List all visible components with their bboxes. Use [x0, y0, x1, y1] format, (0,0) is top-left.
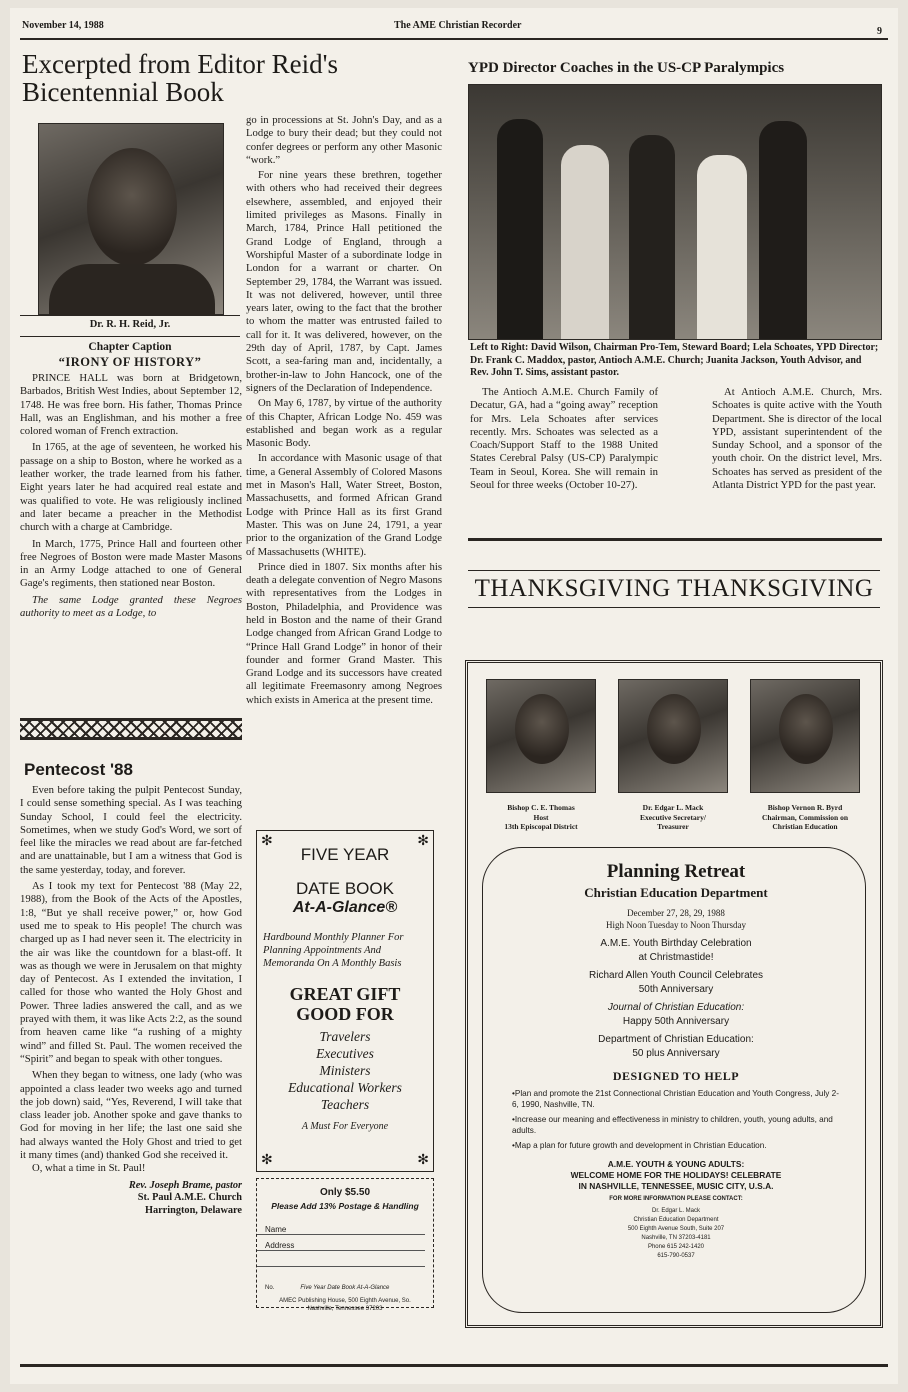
- signature-line: Harrington, Delaware: [144, 1204, 242, 1216]
- designed-to-help: DESIGNED TO HELP: [612, 1069, 740, 1083]
- welcome-line: A.M.E. YOUTH & YOUNG ADULTS:: [607, 1159, 745, 1169]
- ypd-column-2: At Antioch A.M.E. Church, Mrs. Schoates is quite active with the Youth Department. She is director of the local YPD, assistant superintendent of the Sunday School, and a sponsor of the youth choir. On the district level, Mrs. Schoates has served as president of the Atlanta District YPD for the past year.: [712, 386, 882, 492]
- retreat-dates: December 27, 28, 29, 1988: [627, 908, 725, 918]
- reid-paragraph: In accordance with Masonic usage of that time, a General Assembly of Colored Masons met in Mason's Hall, Water Street, Boston, Massachusetts, and formed African Grand Lodge with Prince Hall as its first Grand Master. This was on June 24, 1791, a year prior to the organization of the Grand Lodge of Massachusetts (WHITE).: [246, 452, 442, 558]
- great-gift: GREAT GIFT: [289, 984, 401, 1004]
- pentecost-paragraph: As I took my text for Pentecost '88 (May 22, 1988), from the Book of the Acts of the Apostles, 1:8, “But ye shall receive power,” or, how God used me to speak to His people! The church was charged up as I had never seen it. The electricity in the air was like the countdown for a blast-off. It was as though we were in Jerusalem on that mighty day of Pentecost. As I extended the invitation, I called for those who wanted the Holy Ghost and Power. Three ladies answered the call, and as we prayed with them, it was like Acts 2:2, as the sound from heaven came like “a rushing of a mighty wind” and filled St. Paul. The women received the “Spirit” and began to speak with other tongues.: [20, 880, 242, 1065]
- reid-headline: Excerpted from Editor Reid's Bicentennial Book: [22, 49, 339, 107]
- person-silhouette: [697, 155, 747, 339]
- welcome-line: WELCOME HOME FOR THE HOLIDAYS! CELEBRATE: [570, 1170, 782, 1180]
- datebook-description: Hardbound Monthly Planner For Planning Appointments And Memoranda On A Monthly Basis: [263, 932, 404, 969]
- ypd-column-1: The Antioch A.M.E. Church Family of Decatur, GA, had a “going away” reception for Mrs. Lela Schoates after services recently. Mrs. Schoates was selected as a Coach/Support Staff to the 1988 United States Cerebral Palsy (US-CP) Paralympic Team in Seoul, Korea. She will remain in Seoul for three weeks (October 10-27).: [470, 386, 658, 492]
- contact-line: 500 Eighth Avenue South, Suite 207: [627, 1226, 725, 1232]
- contact-line: Dr. Edgar L. Mack: [651, 1208, 701, 1214]
- pentecost-signature: [20, 1180, 242, 1218]
- signature-line: St. Paul A.M.E. Church: [137, 1192, 242, 1204]
- datebook-list-item: Ministers: [319, 1063, 371, 1078]
- contact-line: Christian Education Department: [633, 1217, 719, 1223]
- page-number: 9: [877, 26, 882, 37]
- planning-retreat-ad: [465, 660, 883, 1328]
- reid-paragraph: PRINCE HALL was born at Bridgetown, Barbados, British West Indies, about September 12, 1748. He was free born. His father, Thomas Prince Hall, was an Englishman, and his mother a free colored woman of French extraction.: [20, 372, 242, 438]
- person-silhouette: [561, 145, 609, 339]
- person-name: Bishop C. E. Thomas: [507, 803, 575, 812]
- publisher-line: Nashville, Tennessee 37203: [307, 1306, 383, 1312]
- ypd-photo-caption: Left to Right: David Wilson, Chairman Pro-Tem, Steward Board; Lela Schoates, YPD Director; Dr. Frank C. Maddox, pastor, Antioch A.M.E. Church; Juanita Jackson, Youth Advisor, and Rev. John T. Sims, assistant pastor.: [470, 342, 879, 378]
- datebook-tagline: A Must For Everyone: [301, 1121, 389, 1132]
- person-role: Christian Education: [772, 822, 838, 831]
- bishop-byrd-photo: [750, 679, 860, 793]
- asterisk-ornament-icon: ✻: [261, 1153, 273, 1168]
- newspaper-page: [10, 8, 898, 1384]
- retreat-times: High Noon Tuesday to Noon Thursday: [605, 920, 747, 930]
- reid-paragraph: In March, 1775, Prince Hall and fourteen other free Negroes of Boston were made Master Masons in an Army Lodge attached to one of General Gage's regiments, then stationed near Boston.: [20, 537, 242, 590]
- person-name: Bishop Vernon R. Byrd: [767, 803, 843, 812]
- portrait-face: [779, 694, 833, 764]
- reid-paragraph: Prince died in 1807. Six months after his death a delegate convention of Negro Masons with representatives from the Lodges in Boston, Philadelphia, and Providence was held in Boston and the name of their Grand Lodge changed from African Grand Lodge to “Prince Hall Grand Lodge” in honor of their founder and former Grand Master. This Grand Lodge and its successors have created all legitimate Freemasonry among Negroes which exists in America at the present time.: [246, 560, 442, 706]
- ypd-divider: [468, 538, 882, 541]
- quantity-field[interactable]: [257, 1285, 433, 1291]
- goal-item: •Plan and promote the 21st Connectional Christian Education and Youth Congress, July 2-6, 1990, Nashville, TN.: [512, 1089, 839, 1109]
- asterisk-ornament-icon: ✻: [261, 834, 273, 849]
- reid-face: [87, 148, 177, 266]
- retreat-line: Happy 50th Anniversary: [622, 1016, 730, 1027]
- photo-caption-rule-top: [20, 315, 240, 316]
- reid-paragraph: For nine years these brethren, together with others who had received their degrees elsewhere, assembled, and enjoyed their limited privileges as Masons. Finally in March, 1784, Prince Hall petitioned the Grand Lodge of England, through a Worshipful Master of a subordinate lodge in London for a warrant or charter. On September 29, 1784, the Warrant was issued. It was not delivered, however, until three years later, owing to the fact that the brother to whom the matter was entrusted failed to call for it. It was delivered, however, on the 29th day of April, 1787, by Capt. James Scott, a sea-faring man and, incidentally, a brother-in-law to John Hancock, one of the signers of the Declaration of Independence.: [246, 169, 442, 394]
- person-role: Chairman, Commission on: [761, 812, 849, 822]
- contact-line: 615-790-0537: [657, 1253, 695, 1259]
- retreat-line: Richard Allen Youth Council Celebrates: [589, 970, 763, 981]
- bottom-rule: [20, 1364, 888, 1367]
- person-role: Host: [533, 812, 549, 822]
- pentecost-paragraph: O, what a time in St. Paul!: [32, 1162, 146, 1175]
- reid-paragraph: On May 6, 1787, by virtue of the authority of this Chapter, African Lodge No. 459 was established and began work as a regular Masonic Body.: [246, 397, 442, 450]
- retreat-line: 50 plus Anniversary: [632, 1048, 720, 1059]
- chapter-title: “IRONY OF HISTORY”: [58, 355, 202, 369]
- order-postage: Please Add 13% Postage & Handling: [271, 1201, 419, 1211]
- retreat-subtitle: Christian Education Department: [584, 885, 768, 900]
- retreat-line: Department of Christian Education:: [598, 1034, 754, 1045]
- issue-date: November 14, 1988: [22, 20, 104, 31]
- asterisk-ornament-icon: ✻: [417, 1153, 429, 1168]
- asterisk-ornament-icon: ✻: [417, 834, 429, 849]
- goal-item: •Map a plan for future growth and development in Christian Education.: [512, 1141, 767, 1150]
- quantity-label: No.: [265, 1285, 275, 1291]
- welcome-line: IN NASHVILLE, TENNESSEE, MUSIC CITY, U.S.A.: [578, 1181, 774, 1191]
- datebook-line-2: DATE BOOK: [296, 879, 394, 898]
- good-for: GOOD FOR: [296, 1004, 394, 1024]
- pentecost-paragraph: When they began to witness, one lady (who was appointed a class leader two weeks ago and turned the job down) said, “Yes, Reverend, I will take that class leader job. Another spoke and gave thanks to God for moving in her life; the last one said she had always wanted the Holy Ghost and tried to get it many times (and) thanked God she received it.: [20, 1069, 242, 1162]
- datebook-line-1: FIVE YEAR: [300, 845, 390, 864]
- portrait-face: [647, 694, 701, 764]
- photo-caption-rule-bottom: [20, 336, 240, 337]
- retreat-line: at Christmastide!: [638, 952, 714, 963]
- paper-name: The AME Christian Recorder: [394, 20, 522, 31]
- person-caption: [476, 803, 606, 832]
- pentecost-column: [20, 784, 242, 1217]
- retreat-line: 50th Anniversary: [638, 984, 714, 995]
- contact-line: Nashville, TN 37203-4181: [641, 1235, 711, 1241]
- chapter-caption: Chapter Caption: [88, 341, 172, 353]
- reid-suit: [49, 264, 215, 316]
- reid-photo-caption: Dr. R. H. Reid, Jr.: [89, 319, 171, 330]
- header-rule: [20, 38, 888, 40]
- ypd-group-photo: [468, 84, 882, 340]
- datebook-list-item: Educational Workers: [288, 1080, 402, 1095]
- quantity-item: Five Year Date Book At-A-Glance: [300, 1285, 390, 1291]
- portrait-face: [515, 694, 569, 764]
- pentecost-paragraph: Even before taking the pulpit Pentecost Sunday, I could sense something special. As I was teaching Sunday School, I could feel the electricity. Sometimes, when we study God's Word, we sort of feel like the miracles we read about are far-fetched and are unattainable, but I am a witness that God is the same yesterday, today, and forever.: [20, 784, 242, 876]
- address-field-line-2[interactable]: [257, 1257, 425, 1267]
- person-silhouette: [759, 121, 807, 339]
- thanksgiving-banner: THANKSGIVING THANKSGIVING: [468, 570, 880, 608]
- person-silhouette: [497, 119, 543, 339]
- datebook-list-item: Travelers: [319, 1029, 371, 1044]
- datebook-list-item: Teachers: [320, 1097, 370, 1112]
- contact-block: [486, 1207, 866, 1261]
- reid-photo: [38, 123, 224, 315]
- person-caption: [740, 803, 870, 832]
- retreat-line: A.M.E. Youth Birthday Celebration: [600, 938, 752, 949]
- pentecost-title: Pentecost '88: [24, 760, 133, 779]
- reid-column-1: [20, 372, 242, 620]
- reid-paragraph: go in processions at St. John's Day, and as a Lodge to bury their dead; but they could not confer degrees or perform any other Masonic “work.”: [246, 114, 442, 166]
- reid-paragraph: The same Lodge granted these Negroes authority to meet as a Lodge, to: [20, 593, 242, 620]
- retreat-content: [486, 853, 866, 1261]
- person-role: Treasurer: [657, 822, 689, 831]
- datebook-list-item: Executives: [316, 1046, 374, 1061]
- reid-paragraph: In 1765, at the age of seventeen, he worked his passage on a ship to Boston, where he worked as a leather worker, the trade learned from his father. Eight years later he had acquired real estate and was qualified to vote. He was religiously inclined and later became a preacher in the Methodist church with a charge at Cambridge.: [20, 441, 242, 534]
- reid-column-2: [246, 114, 442, 707]
- retreat-title: Planning Retreat: [606, 861, 746, 882]
- publisher-address: [257, 1297, 433, 1313]
- person-silhouette: [629, 135, 675, 339]
- order-form: [256, 1178, 434, 1312]
- retreat-goals: [486, 1084, 866, 1151]
- retreat-line: Journal of Christian Education:: [607, 1002, 745, 1013]
- bishop-thomas-photo: [486, 679, 596, 793]
- person-name: Dr. Edgar L. Mack: [642, 803, 704, 812]
- person-caption: [608, 803, 738, 832]
- address-field[interactable]: Address: [257, 1241, 425, 1251]
- more-info: FOR MORE INFORMATION PLEASE CONTACT:: [609, 1196, 743, 1202]
- datebook-ad: [256, 830, 434, 1172]
- dr-mack-photo: [618, 679, 728, 793]
- ypd-headline: YPD Director Coaches in the US-CP Paralympics: [468, 60, 785, 76]
- name-field[interactable]: Name: [257, 1225, 425, 1235]
- goal-item: •Increase our meaning and effectiveness in ministry to children, youth, young adults, and adults.: [512, 1115, 833, 1135]
- contact-line: Phone 615 242-1420: [647, 1244, 705, 1250]
- signature-line: Rev. Joseph Brame, pastor: [128, 1179, 242, 1191]
- person-role: Executive Secretary/: [640, 812, 706, 822]
- person-role: 13th Episcopal District: [504, 822, 578, 831]
- order-price: Only $5.50: [319, 1187, 371, 1198]
- publisher-line: AMEC Publishing House, 500 Eighth Avenue, So.: [279, 1298, 411, 1304]
- decorative-border: [20, 718, 242, 740]
- datebook-brand: At-A-Glance®: [292, 899, 398, 916]
